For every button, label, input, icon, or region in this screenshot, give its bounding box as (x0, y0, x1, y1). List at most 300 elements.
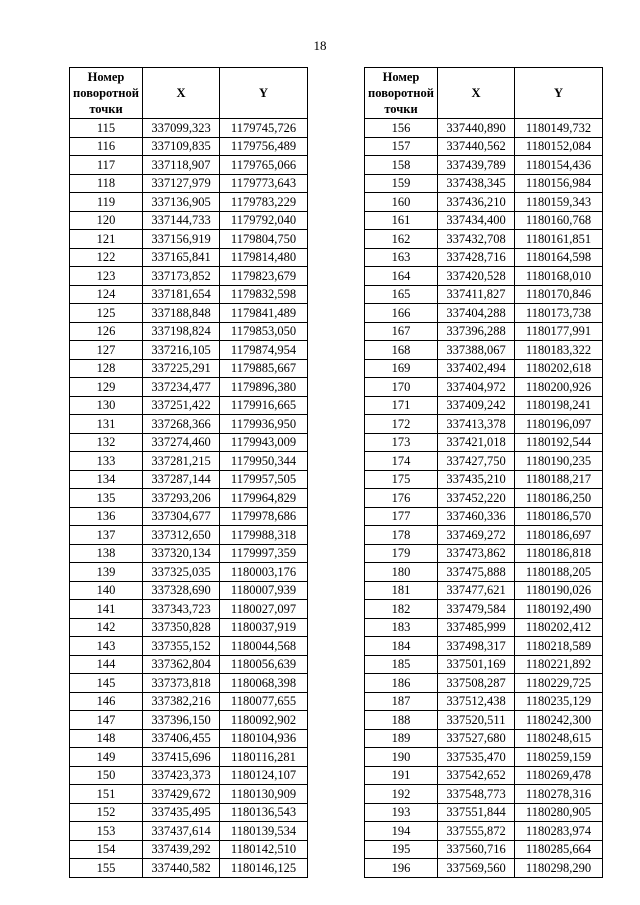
x-coordinate-cell: 337439,789 (438, 156, 515, 175)
y-coordinate-cell: 1180278,316 (515, 785, 603, 804)
x-coordinate-cell: 337427,750 (438, 452, 515, 471)
table-row (365, 137, 603, 156)
point-number-cell: 180 (365, 563, 438, 582)
x-coordinate-cell: 337109,835 (143, 137, 220, 156)
x-coordinate-cell: 337475,888 (438, 563, 515, 582)
table-row (365, 729, 603, 748)
y-coordinate-cell: 1180149,732 (515, 119, 603, 138)
y-coordinate-cell: 1179936,950 (220, 415, 308, 434)
table-row (365, 452, 603, 471)
y-coordinate-cell: 1179950,344 (220, 452, 308, 471)
header-y: Y (515, 68, 603, 119)
x-coordinate-cell: 337281,215 (143, 452, 220, 471)
x-coordinate-cell: 337512,438 (438, 692, 515, 711)
point-number-cell: 169 (365, 359, 438, 378)
table-row (70, 137, 308, 156)
x-coordinate-cell: 337520,511 (438, 711, 515, 730)
table-row (70, 766, 308, 785)
x-coordinate-cell: 337118,907 (143, 156, 220, 175)
point-number-cell: 136 (70, 507, 143, 526)
point-number-cell: 138 (70, 544, 143, 563)
x-coordinate-cell: 337251,422 (143, 396, 220, 415)
y-coordinate-cell: 1180200,926 (515, 378, 603, 397)
page-number: 18 (313, 38, 327, 53)
table-row (70, 415, 308, 434)
x-coordinate-cell: 337415,696 (143, 748, 220, 767)
point-number-cell: 170 (365, 378, 438, 397)
table-row (70, 674, 308, 693)
x-coordinate-cell: 337429,672 (143, 785, 220, 804)
point-number-cell: 135 (70, 489, 143, 508)
x-coordinate-cell: 337551,844 (438, 803, 515, 822)
y-coordinate-cell: 1179943,009 (220, 433, 308, 452)
point-number-cell: 149 (70, 748, 143, 767)
table-row (70, 803, 308, 822)
point-number-cell: 157 (365, 137, 438, 156)
x-coordinate-cell: 337438,345 (438, 174, 515, 193)
point-number-cell: 192 (365, 785, 438, 804)
x-coordinate-cell: 337477,621 (438, 581, 515, 600)
x-coordinate-cell: 337469,272 (438, 526, 515, 545)
table-row (70, 433, 308, 452)
point-number-cell: 151 (70, 785, 143, 804)
y-coordinate-cell: 1180152,084 (515, 137, 603, 156)
table-row (70, 526, 308, 545)
x-coordinate-cell: 337373,818 (143, 674, 220, 693)
point-number-cell: 194 (365, 822, 438, 841)
x-coordinate-cell: 337181,654 (143, 285, 220, 304)
header-point-number-line3: точки (384, 102, 418, 116)
point-number-cell: 168 (365, 341, 438, 360)
point-number-cell: 182 (365, 600, 438, 619)
table-row (365, 544, 603, 563)
y-coordinate-cell: 1180229,725 (515, 674, 603, 693)
y-coordinate-cell: 1179756,489 (220, 137, 308, 156)
table-row (365, 193, 603, 212)
point-number-cell: 144 (70, 655, 143, 674)
header-point-number-line2: поворотной (368, 86, 434, 100)
y-coordinate-cell: 1179832,598 (220, 285, 308, 304)
y-coordinate-cell: 1180186,818 (515, 544, 603, 563)
x-coordinate-cell: 337404,972 (438, 378, 515, 397)
x-coordinate-cell: 337396,288 (438, 322, 515, 341)
point-number-cell: 139 (70, 563, 143, 582)
table-row (365, 563, 603, 582)
header-x: X (438, 68, 515, 119)
y-coordinate-cell: 1180202,618 (515, 359, 603, 378)
table-row (70, 600, 308, 619)
table-row (365, 859, 603, 878)
y-coordinate-cell: 1179964,829 (220, 489, 308, 508)
x-coordinate-cell: 337473,862 (438, 544, 515, 563)
x-coordinate-cell: 337188,848 (143, 304, 220, 323)
x-coordinate-cell: 337440,890 (438, 119, 515, 138)
point-number-cell: 165 (365, 285, 438, 304)
x-coordinate-cell: 337234,477 (143, 378, 220, 397)
point-number-cell: 147 (70, 711, 143, 730)
x-coordinate-cell: 337435,495 (143, 803, 220, 822)
y-coordinate-cell: 1180196,097 (515, 415, 603, 434)
point-number-cell: 129 (70, 378, 143, 397)
x-coordinate-cell: 337527,680 (438, 729, 515, 748)
x-coordinate-cell: 337127,979 (143, 174, 220, 193)
point-number-cell: 163 (365, 248, 438, 267)
point-number-cell: 164 (365, 267, 438, 286)
point-number-cell: 117 (70, 156, 143, 175)
header-point-number (70, 68, 143, 119)
y-coordinate-cell: 1180188,217 (515, 470, 603, 489)
table-row (70, 618, 308, 637)
point-number-cell: 143 (70, 637, 143, 656)
point-number-cell: 154 (70, 840, 143, 859)
x-coordinate-cell: 337165,841 (143, 248, 220, 267)
y-coordinate-cell: 1179814,480 (220, 248, 308, 267)
table-row (70, 507, 308, 526)
x-coordinate-cell: 337355,152 (143, 637, 220, 656)
table-row (70, 193, 308, 212)
x-coordinate-cell: 337144,733 (143, 211, 220, 230)
x-coordinate-cell: 337325,035 (143, 563, 220, 582)
y-coordinate-cell: 1179765,066 (220, 156, 308, 175)
coordinates-table-right (364, 67, 603, 878)
header-x: X (143, 68, 220, 119)
y-coordinate-cell: 1179745,726 (220, 119, 308, 138)
table-row (365, 285, 603, 304)
y-coordinate-cell: 1180190,235 (515, 452, 603, 471)
y-coordinate-cell: 1180235,129 (515, 692, 603, 711)
point-number-cell: 178 (365, 526, 438, 545)
point-number-cell: 141 (70, 600, 143, 619)
table-row (70, 581, 308, 600)
table-row (365, 433, 603, 452)
table-row (70, 452, 308, 471)
y-coordinate-cell: 1180130,909 (220, 785, 308, 804)
y-coordinate-cell: 1180156,984 (515, 174, 603, 193)
table-row (70, 822, 308, 841)
y-coordinate-cell: 1180259,159 (515, 748, 603, 767)
table-row (70, 655, 308, 674)
x-coordinate-cell: 337404,288 (438, 304, 515, 323)
header-point-number-line1: Номер (87, 70, 125, 84)
table-row (365, 674, 603, 693)
point-number-cell: 175 (365, 470, 438, 489)
point-number-cell: 126 (70, 322, 143, 341)
point-number-cell: 160 (365, 193, 438, 212)
table-row (70, 748, 308, 767)
y-coordinate-cell: 1180056,639 (220, 655, 308, 674)
table-row (70, 637, 308, 656)
y-coordinate-cell: 1179957,505 (220, 470, 308, 489)
point-number-cell: 116 (70, 137, 143, 156)
y-coordinate-cell: 1180003,176 (220, 563, 308, 582)
point-number-cell: 173 (365, 433, 438, 452)
x-coordinate-cell: 337406,455 (143, 729, 220, 748)
point-number-cell: 118 (70, 174, 143, 193)
y-coordinate-cell: 1179997,359 (220, 544, 308, 563)
table-row (70, 341, 308, 360)
table-row (70, 174, 308, 193)
x-coordinate-cell: 337423,373 (143, 766, 220, 785)
table-row (70, 285, 308, 304)
y-coordinate-cell: 1180170,846 (515, 285, 603, 304)
table-row (365, 211, 603, 230)
x-coordinate-cell: 337420,528 (438, 267, 515, 286)
x-coordinate-cell: 337312,650 (143, 526, 220, 545)
y-coordinate-cell: 1180177,991 (515, 322, 603, 341)
x-coordinate-cell: 337421,018 (438, 433, 515, 452)
table-row (70, 304, 308, 323)
point-number-cell: 130 (70, 396, 143, 415)
y-coordinate-cell: 1180298,290 (515, 859, 603, 878)
table-row (365, 322, 603, 341)
table-row (70, 729, 308, 748)
x-coordinate-cell: 337508,287 (438, 674, 515, 693)
point-number-cell: 166 (365, 304, 438, 323)
y-coordinate-cell: 1179885,667 (220, 359, 308, 378)
y-coordinate-cell: 1180192,544 (515, 433, 603, 452)
table-row (70, 322, 308, 341)
x-coordinate-cell: 337216,105 (143, 341, 220, 360)
y-coordinate-cell: 1179804,750 (220, 230, 308, 249)
table-row (70, 840, 308, 859)
table-row (70, 711, 308, 730)
x-coordinate-cell: 337485,999 (438, 618, 515, 637)
point-number-cell: 132 (70, 433, 143, 452)
x-coordinate-cell: 337434,400 (438, 211, 515, 230)
table-row (365, 526, 603, 545)
table-row (70, 489, 308, 508)
y-coordinate-cell: 1180044,568 (220, 637, 308, 656)
table-row (365, 341, 603, 360)
y-coordinate-cell: 1180092,902 (220, 711, 308, 730)
header-point-number-line2: поворотной (73, 86, 139, 100)
y-coordinate-cell: 1180186,697 (515, 526, 603, 545)
table-row (70, 563, 308, 582)
x-coordinate-cell: 337274,460 (143, 433, 220, 452)
y-coordinate-cell: 1179823,679 (220, 267, 308, 286)
point-number-cell: 123 (70, 267, 143, 286)
x-coordinate-cell: 337411,827 (438, 285, 515, 304)
point-number-cell: 120 (70, 211, 143, 230)
point-number-cell: 185 (365, 655, 438, 674)
table-row (365, 600, 603, 619)
y-coordinate-cell: 1180218,589 (515, 637, 603, 656)
table-row (365, 822, 603, 841)
table-row (365, 655, 603, 674)
x-coordinate-cell: 337413,378 (438, 415, 515, 434)
table-row (365, 396, 603, 415)
point-number-cell: 183 (365, 618, 438, 637)
y-coordinate-cell: 1180159,343 (515, 193, 603, 212)
table-row (365, 766, 603, 785)
y-coordinate-cell: 1179783,229 (220, 193, 308, 212)
x-coordinate-cell: 337268,366 (143, 415, 220, 434)
y-coordinate-cell: 1180188,205 (515, 563, 603, 582)
x-coordinate-cell: 337548,773 (438, 785, 515, 804)
point-number-cell: 121 (70, 230, 143, 249)
table-row (70, 211, 308, 230)
header-point-number (365, 68, 438, 119)
point-number-cell: 172 (365, 415, 438, 434)
point-number-cell: 188 (365, 711, 438, 730)
table-row (365, 840, 603, 859)
point-number-cell: 156 (365, 119, 438, 138)
table-row (70, 396, 308, 415)
table-row (365, 378, 603, 397)
point-number-cell: 177 (365, 507, 438, 526)
point-number-cell: 128 (70, 359, 143, 378)
x-coordinate-cell: 337452,220 (438, 489, 515, 508)
y-coordinate-cell: 1180192,490 (515, 600, 603, 619)
y-coordinate-cell: 1180186,250 (515, 489, 603, 508)
point-number-cell: 189 (365, 729, 438, 748)
point-number-cell: 171 (365, 396, 438, 415)
y-coordinate-cell: 1179988,318 (220, 526, 308, 545)
y-coordinate-cell: 1180146,125 (220, 859, 308, 878)
x-coordinate-cell: 337173,852 (143, 267, 220, 286)
point-number-cell: 158 (365, 156, 438, 175)
x-coordinate-cell: 337501,169 (438, 655, 515, 674)
point-number-cell: 190 (365, 748, 438, 767)
table-row (365, 156, 603, 175)
x-coordinate-cell: 337402,494 (438, 359, 515, 378)
table-row (70, 119, 308, 138)
x-coordinate-cell: 337535,470 (438, 748, 515, 767)
y-coordinate-cell: 1180007,939 (220, 581, 308, 600)
point-number-cell: 122 (70, 248, 143, 267)
y-coordinate-cell: 1180161,851 (515, 230, 603, 249)
x-coordinate-cell: 337409,242 (438, 396, 515, 415)
table-row (70, 470, 308, 489)
x-coordinate-cell: 337156,919 (143, 230, 220, 249)
x-coordinate-cell: 337099,323 (143, 119, 220, 138)
y-coordinate-cell: 1180173,738 (515, 304, 603, 323)
point-number-cell: 186 (365, 674, 438, 693)
y-coordinate-cell: 1179978,686 (220, 507, 308, 526)
table-row (365, 711, 603, 730)
point-number-cell: 124 (70, 285, 143, 304)
point-number-cell: 181 (365, 581, 438, 600)
y-coordinate-cell: 1179874,954 (220, 341, 308, 360)
x-coordinate-cell: 337343,723 (143, 600, 220, 619)
x-coordinate-cell: 337436,210 (438, 193, 515, 212)
table-row (365, 230, 603, 249)
point-number-cell: 191 (365, 766, 438, 785)
point-number-cell: 133 (70, 452, 143, 471)
x-coordinate-cell: 337437,614 (143, 822, 220, 841)
point-number-cell: 196 (365, 859, 438, 878)
point-number-cell: 174 (365, 452, 438, 471)
table-row (365, 119, 603, 138)
x-coordinate-cell: 337287,144 (143, 470, 220, 489)
y-coordinate-cell: 1180198,241 (515, 396, 603, 415)
point-number-cell: 159 (365, 174, 438, 193)
point-number-cell: 187 (365, 692, 438, 711)
table-row (365, 267, 603, 286)
y-coordinate-cell: 1180142,510 (220, 840, 308, 859)
point-number-cell: 152 (70, 803, 143, 822)
table-header-row (365, 68, 603, 119)
table-row (365, 248, 603, 267)
table-row (70, 359, 308, 378)
x-coordinate-cell: 337362,804 (143, 655, 220, 674)
point-number-cell: 162 (365, 230, 438, 249)
left-table-body (70, 119, 308, 878)
x-coordinate-cell: 337560,716 (438, 840, 515, 859)
point-number-cell: 179 (365, 544, 438, 563)
point-number-cell: 119 (70, 193, 143, 212)
header-y: Y (220, 68, 308, 119)
y-coordinate-cell: 1180248,615 (515, 729, 603, 748)
y-coordinate-cell: 1180190,026 (515, 581, 603, 600)
x-coordinate-cell: 337225,291 (143, 359, 220, 378)
x-coordinate-cell: 337439,292 (143, 840, 220, 859)
y-coordinate-cell: 1180104,936 (220, 729, 308, 748)
header-point-number-line3: точки (89, 102, 123, 116)
y-coordinate-cell: 1180221,892 (515, 655, 603, 674)
x-coordinate-cell: 337435,210 (438, 470, 515, 489)
x-coordinate-cell: 337460,336 (438, 507, 515, 526)
point-number-cell: 184 (365, 637, 438, 656)
point-number-cell: 115 (70, 119, 143, 138)
x-coordinate-cell: 337396,150 (143, 711, 220, 730)
point-number-cell: 153 (70, 822, 143, 841)
y-coordinate-cell: 1180077,655 (220, 692, 308, 711)
y-coordinate-cell: 1180139,534 (220, 822, 308, 841)
y-coordinate-cell: 1180124,107 (220, 766, 308, 785)
coordinates-table-left (69, 67, 308, 878)
y-coordinate-cell: 1180164,598 (515, 248, 603, 267)
point-number-cell: 161 (365, 211, 438, 230)
point-number-cell: 142 (70, 618, 143, 637)
y-coordinate-cell: 1180183,322 (515, 341, 603, 360)
header-point-number-line1: Номер (382, 70, 420, 84)
x-coordinate-cell: 337479,584 (438, 600, 515, 619)
table-row (365, 785, 603, 804)
y-coordinate-cell: 1180160,768 (515, 211, 603, 230)
table-row (365, 359, 603, 378)
y-coordinate-cell: 1180283,974 (515, 822, 603, 841)
table-row (365, 174, 603, 193)
x-coordinate-cell: 337328,690 (143, 581, 220, 600)
x-coordinate-cell: 337555,872 (438, 822, 515, 841)
y-coordinate-cell: 1180242,300 (515, 711, 603, 730)
table-row (365, 692, 603, 711)
x-coordinate-cell: 337388,067 (438, 341, 515, 360)
table-row (365, 507, 603, 526)
table-row (365, 637, 603, 656)
table-row (365, 803, 603, 822)
x-coordinate-cell: 337304,677 (143, 507, 220, 526)
table-row (70, 267, 308, 286)
x-coordinate-cell: 337440,582 (143, 859, 220, 878)
point-number-cell: 150 (70, 766, 143, 785)
point-number-cell: 195 (365, 840, 438, 859)
table-row (365, 470, 603, 489)
table-row (70, 859, 308, 878)
x-coordinate-cell: 337382,216 (143, 692, 220, 711)
y-coordinate-cell: 1180068,398 (220, 674, 308, 693)
x-coordinate-cell: 337198,824 (143, 322, 220, 341)
table-row (365, 304, 603, 323)
y-coordinate-cell: 1180168,010 (515, 267, 603, 286)
table-row (365, 581, 603, 600)
y-coordinate-cell: 1179896,380 (220, 378, 308, 397)
table-row (70, 544, 308, 563)
point-number-cell: 140 (70, 581, 143, 600)
y-coordinate-cell: 1180136,543 (220, 803, 308, 822)
point-number-cell: 131 (70, 415, 143, 434)
